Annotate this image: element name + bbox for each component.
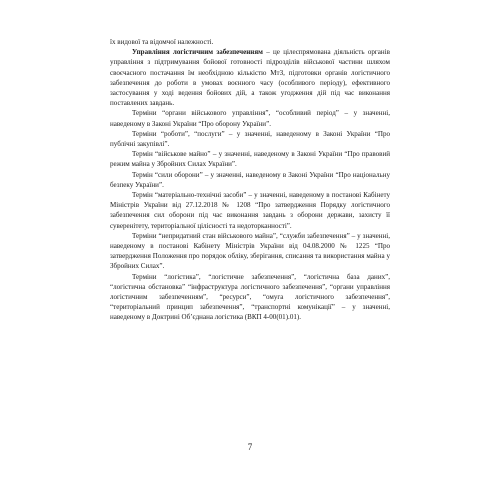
paragraph-1: їх видової та відомчої належності. bbox=[110, 38, 214, 46]
defined-term: Управління логістичним забезпеченням bbox=[132, 48, 263, 57]
paragraph-4: Терміни “роботи”, “послуги” – у значенні, наведеному в Законі України “Про публічні закупівлі”. bbox=[110, 129, 390, 149]
paragraph-9: Терміни “логістика”, “логістичне забезпечення”, “логістична база даних”, “логістична обстановка” “інфраструктура логістичного забезпечення”, “органи управління логістичним забезпеченням”, “ресурси”, “омуга логістичного забезпечення”, “територіальний принцип забезпечення”, “транспортні комунікації” – у значенні, наведеному в Доктрині Об’єднана логістика (ВКП 4-00(01).01). bbox=[110, 272, 390, 322]
paragraph-2: Управління логістичним забезпеченням – це цілеспрямована діяльність органів управління з підтримування бойової готовності підрозділів військової частини шляхом своєчасного постачання їм необхідною кількістю МтЗ, підготовки органів логістичного забезпечення до роботи в умовах воєнного часу (особливого періоду), ефективного застосування у ході ведення бойових дій, а також угодження дій під час виконання поставлених завдань. bbox=[110, 48, 390, 108]
paragraph-3: Терміни “органи військового управління”, “особливий період” – у значенні, наведеному в Законі України “Про оборону України”. bbox=[110, 109, 390, 128]
paragraph-5: Термін “військове майно” – у значенні, наведеному в Законі України “Про правовий режим майна у Збройних Силах України”. bbox=[110, 150, 390, 169]
paragraph-6: Термін “сили оборони” – у значенні, наведеному в Законі України “Про національну безпеку України”. bbox=[110, 170, 390, 189]
paragraph-8: Терміни “непридатний стан військового майна”, “служби забезпечення” – у значенні, наведеному в постанові Кабінету Міністрів України від 04.08.2000 № 1225 “Про затвердження Положення про порядок обліку, зберігання, списання та використання майна у Збройних Силах”. bbox=[110, 231, 390, 271]
page-number: 7 bbox=[247, 442, 253, 452]
document-body bbox=[110, 37, 390, 323]
paragraph-7: Термін “матеріально-технічні засоби” – у значенні, наведеному в постанові Кабінету Міністрів України від 27.12.2018 № 1208 “Про затвердження Порядку логістичного забезпечення сил оборони під час виконання завдань з оборони держави, захисту її суверенітету, територіальної цілісності та недоторканності”. bbox=[110, 191, 390, 230]
